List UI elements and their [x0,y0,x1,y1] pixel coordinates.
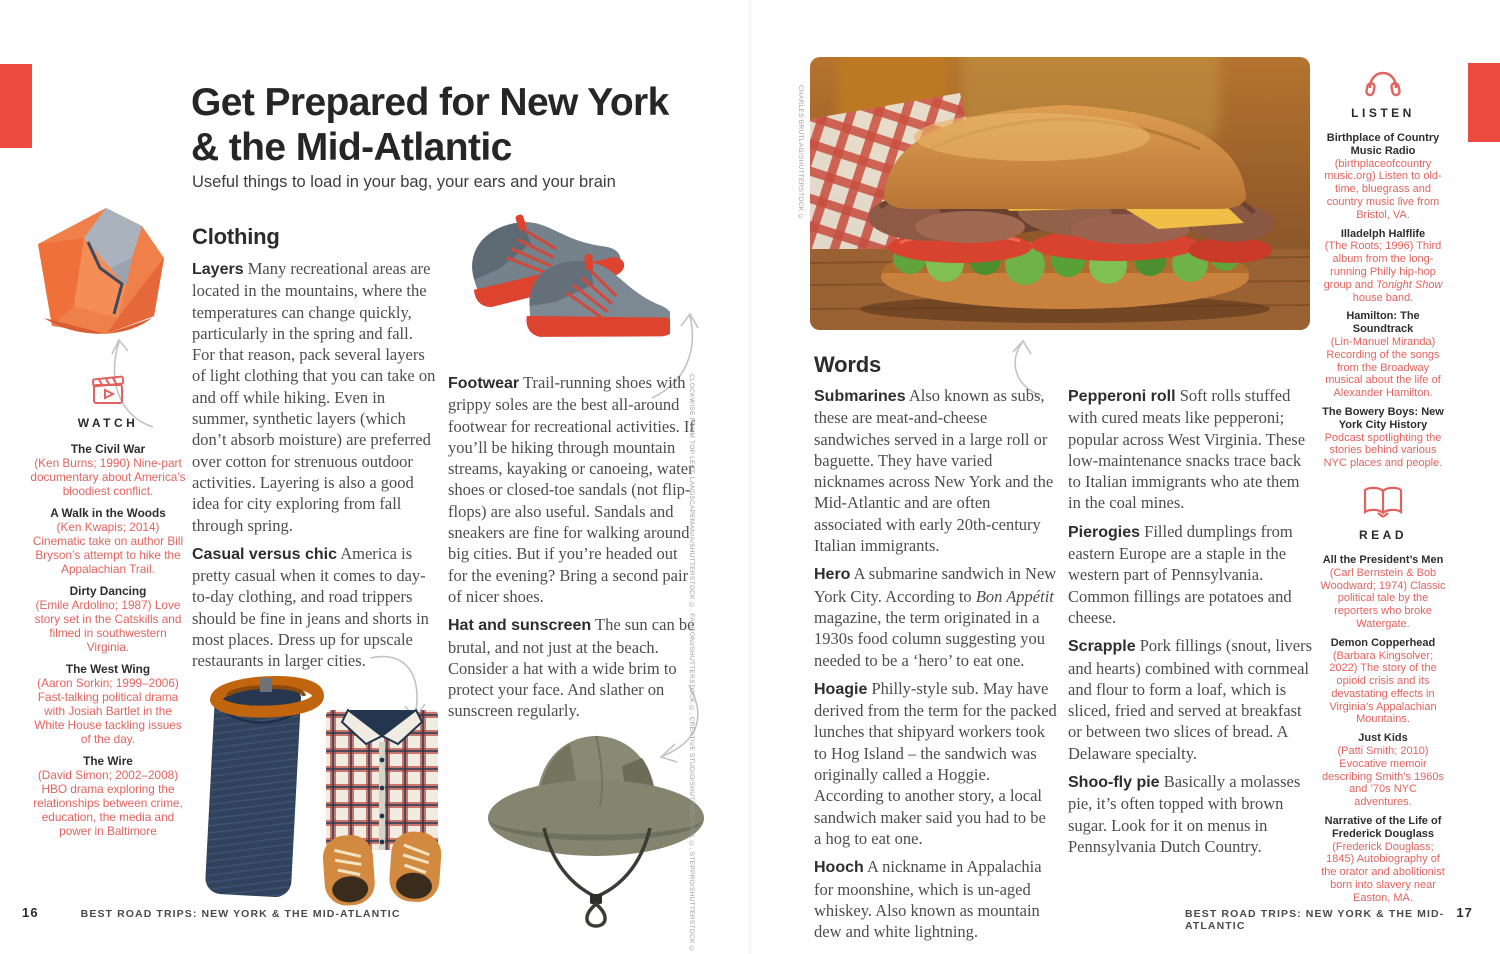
media-item [1320,132,1446,222]
definition [1068,385,1314,514]
red-corner-block-left [0,64,32,148]
definition [814,856,1057,942]
definition-term: Pepperoni roll [1068,388,1176,405]
definition-text: Philly-style sub. May have derived from the term for the packed lunches that shipyard workers took to Hog Island – the sandwich was originally called a Hoggie. According to another story, a local sandwich maker said you had to be a hog to eat one. [814,678,1057,848]
media-item [1320,310,1446,400]
definition [1068,521,1314,628]
media-desc: (Lin-Manuel Miranda) Recording of the songs from the Broadway musical about the life of Alexander Hamilton. [1325,335,1441,400]
red-corner-block-right [1468,63,1500,142]
media-desc: (Barbara Kingsolver; 2022) The story of the opioid crisis and its devastating effects in Virginia’s Appalachian Mountains. [1329,649,1437,726]
media-item [30,754,186,838]
media-item [30,584,186,654]
media-item [1320,554,1446,631]
definition [192,258,439,536]
read-list [1320,554,1446,905]
footer-left [22,905,401,920]
definition-term: Shoo-fly pie [1068,774,1160,792]
media-item [1320,732,1446,809]
watch-list [30,442,186,838]
media-desc: (birthplaceofcountry music.org) Listen to old-time, bluegrass and country music live from Bristol, VA. [1324,157,1442,221]
media-item [1320,228,1446,305]
outfit-photo [198,652,448,906]
media-title: The Wire [83,754,133,768]
read-heading: READ [1358,527,1407,542]
definition [448,372,700,607]
listen-list [1320,132,1446,470]
media-item [30,506,186,576]
media-title: Narrative of the Life of Frederick Douglass [1324,815,1442,840]
media-desc: (Frederick Douglass; 1845) Autobiography of the orator and abolitionist born into slavery near Easton, MA. [1321,840,1445,904]
sun-hat-photo [482,702,710,928]
definition-text: Soft rolls stuffed with cured meats like pepperoni; popular across West Virginia. These low-maintenance snacks trace back to Italian immigrants who ate them in the coal mines. [1068,386,1306,513]
media-title: The West Wing [65,662,151,676]
clapperboard-icon [30,370,186,410]
footer-label-left: BEST ROAD TRIPS: NEW YORK & THE MID-ATLANTIC [80,908,401,920]
definition-text: Trail-running shoes with grippy soles are the best all-around footwear for recreational activities. If you’ll be hiking through mountain streams, kayaking or canoeing, water shoes or closed-toe sandals (not flip-flops) are also useful. Sandals and sneakers are fine for walking around big cities. But if you’re headed out for the evening? Bring a second pair of nicer shoes. [448,373,695,606]
media-desc: (Ken Kwapis; 2014) Cinematic take on author Bill Bryson’s attempt to hike the Appalachian Trail. [32,520,184,576]
gear-paragraphs [448,372,700,729]
media-desc: (The Roots; 1996) Third album from the long-running Philly hip-hop group and Tonight Show house band. [1323,240,1443,304]
media-desc: (Emile Ardolino; 1987) Love story set in the Catskills and filmed in southwestern Virginia. [34,598,182,654]
trail-shoes-photo [438,192,670,348]
definition-term: Pierogies [1068,523,1141,541]
media-title: The Bowery Boys: New York City History [1322,405,1444,431]
words-column-2 [1068,385,1314,864]
definition-term: Hero [814,566,851,584]
page-number-right: 17 [1456,905,1473,920]
page-number-left: 16 [22,905,39,920]
listen-read-sidebar [1320,60,1446,911]
words-column-1 [814,385,1057,949]
page-subtitle: Useful things to load in your bag, your ears and your brain [192,173,616,191]
media-desc: (Carl Bernstein & Bob Woodward; 1974) Classic political tale by the reporters who broke Watergate. [1320,566,1446,630]
definition-term: Hat and sunscreen [448,617,592,635]
media-item [1320,815,1446,905]
definition [1068,635,1314,764]
media-title: A Walk in the Woods [50,506,166,520]
definition [1068,771,1314,857]
clothing-heading: Clothing [192,224,280,249]
media-item [30,662,186,746]
media-item [1320,637,1446,727]
clothing-paragraphs [192,258,439,679]
jacket-photo [14,198,176,350]
definition-term: Hooch [814,859,864,877]
media-title: Illadelph Halflife [1340,227,1426,240]
definition [814,678,1057,849]
photo-credit-left: CLOCKWISE FROM TOP LEFT: LANDSCAPEMANIA/SHUTTERSTOCK ©, FAHRONI/SHUTTERSTOCK ©, CREATIVE STUDIO/SHUTTERSTOCK ©, STEPPRO/SHUTTERSTOCK © [688,374,695,954]
definition-text: America is pretty casual when it comes to day-to-day clothing, and road trippers should be fine in jeans and shorts in most places. Dress up for upscale restaurants in larger cities. [192,543,429,671]
definition-text: Filled dumplings from eastern Europe are a staple in the western part of Pennsylvania. Common fillings are potatoes and cheese. [1068,521,1293,627]
listen-heading: LISTEN [1351,106,1415,120]
definition-term: Casual versus chic [192,545,337,563]
photo-credit-right: CHARLES BRUTLAG/SHUTTERSTOCK © [797,85,804,221]
page-title: Get Prepared for New York & the Mid-Atlantic [191,81,669,169]
definition-term: Hoagie [814,680,868,698]
definition [814,385,1057,556]
media-title: Birthplace of Country Music Radio [1326,132,1440,157]
definition-text: A submarine sandwich in New York City. According to Bon Appétit magazine, the term originated in a 1930s food column suggesting you needed to be a ‘hero’ to eat one. [814,564,1057,670]
media-item [30,442,186,498]
words-heading: Words [814,352,882,377]
media-title: All the President’s Men [1322,553,1444,566]
definition-text: Many recreational areas are located in the mountains, where the temperatures can change quickly, particularly in the spring and fall. For that reason, pack several layers of light clothing that you can take on and off while hiking. Even in summer, synthetic layers (which don’t absorb moisture) are preferred over cotton for strenuous outdoor activities. Layering is also a good idea for city exploring from fall through spring. [192,259,436,535]
media-desc: Podcast spotlighting the stories behind various NYC places and people. [1323,431,1443,470]
headphones-icon [1320,60,1446,100]
definition-text: Basically a molasses pie, it’s often topped with brown sugar. Look for it on menus in Pennsylvania Dutch Country. [1068,772,1301,856]
definition-term: Scrapple [1068,638,1136,656]
media-title: Dirty Dancing [69,584,147,598]
definition-text: The sun can be brutal, and not just at the beach. Consider a hat with a wide brim to protect your face. And slather on sunscreen regularly. [448,615,695,721]
watch-sidebar [30,370,186,846]
media-desc: (Aaron Sorkin; 1999–2006) Fast-talking political drama with Josiah Bartlet in the White House tackling issues of the day. [34,676,182,746]
media-title: Just Kids [1358,732,1408,745]
media-title: The Civil War [70,442,146,456]
definition-text: Also known as subs, these are meat-and-cheese sandwiches served in a large roll or baguette. They have varied nicknames across New York and the Mid-Atlantic and are often associated with early 20th-century Italian immigrants. [814,386,1054,556]
media-desc: (Ken Burns; 1990) Nine-part documentary about America’s bloodiest conflict. [30,456,186,498]
definition-text: A nickname in Appalachia for moonshine, which is un-aged whiskey. Also known as mountain dew and white lightning. [814,857,1042,942]
footer-right [1185,905,1473,932]
open-book-icon [1320,484,1446,522]
media-desc: (Patti Smith; 2010) Evocative memoir describing Smith’s 1960s and ’70s NYC adventures. [1321,745,1445,809]
sandwich-photo [810,57,1310,330]
media-item [1320,406,1446,470]
definition-term: Submarines [814,388,906,405]
media-title: Demon Copperhead [1330,636,1436,649]
definition-term: Footwear [448,375,520,392]
media-title: Hamilton: The Soundtrack [1346,310,1420,336]
footer-label-right: BEST ROAD TRIPS: NEW YORK & THE MID-ATLANTIC [1185,908,1445,932]
definition [814,563,1057,670]
definition-text: Pork fillings (snout, livers and hearts) combined with cornmeal and flour to form a loaf, which is sliced, fried and served at breakfast or between two slices of bread. A Delaware specialty. [1068,636,1313,763]
media-desc: (David Simon; 2002–2008) HBO drama exploring the relationships between crime, education, the media and power in Baltimore [33,768,183,838]
watch-heading: WATCH [77,416,139,430]
definition-term: Layers [192,261,244,278]
